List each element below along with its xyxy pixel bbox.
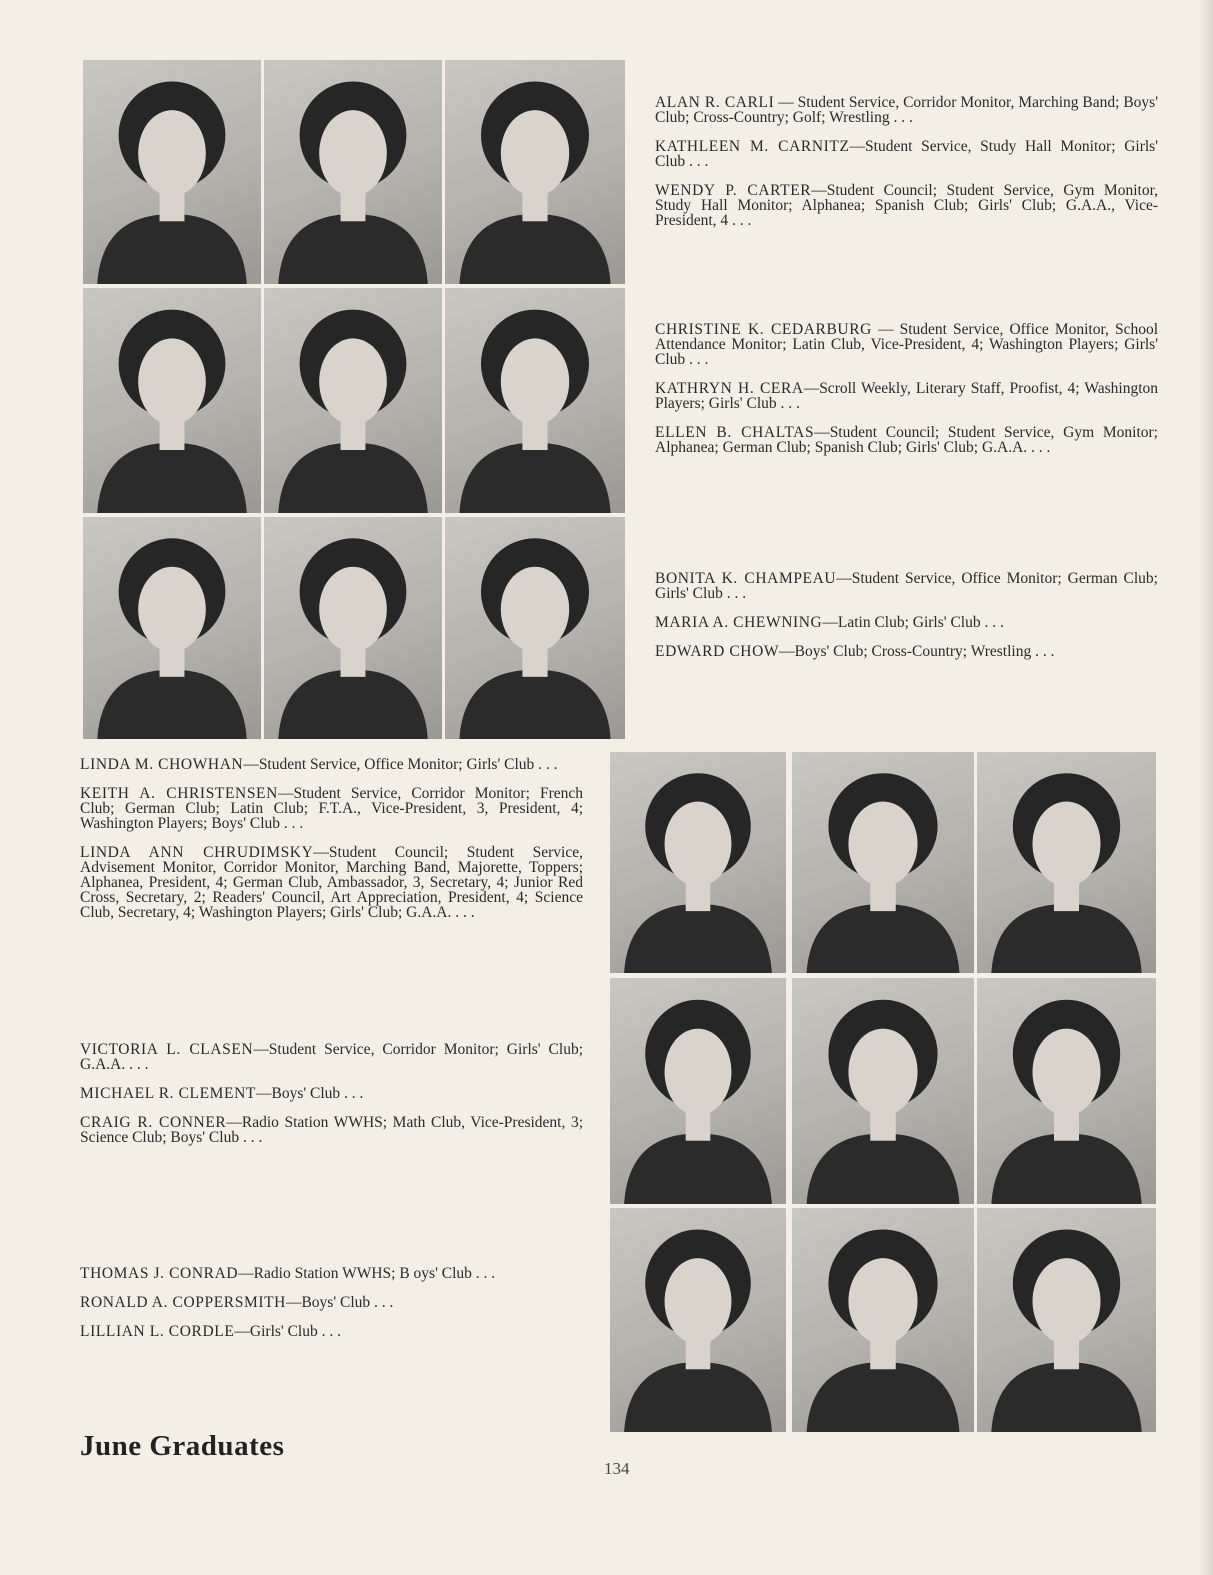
name-separator: — — [836, 570, 852, 587]
portrait-silhouette — [977, 978, 1156, 1204]
face — [319, 110, 387, 196]
shoulders — [991, 1133, 1141, 1204]
name-separator: — — [313, 844, 329, 861]
senior-entry — [80, 757, 583, 772]
activities-text: Radio Station WWHS; Math Club, Vice-President, 3; Science Club; Boys' Club . . . — [80, 1114, 584, 1146]
student-name: ELLEN B. CHALTAS — [655, 424, 815, 441]
senior-entry — [80, 1266, 583, 1281]
senior-entry — [655, 322, 1158, 367]
activities-text: Student Service, Corridor Monitor; French Club; German Club; Latin Club; F.T.A., Vice-President, 3, President, 4; Washington Players; Boys' Club . . . — [80, 785, 584, 832]
portrait-silhouette — [792, 1208, 974, 1432]
shoulders — [97, 443, 247, 513]
portrait-silhouette — [610, 1208, 786, 1432]
shoulders — [624, 904, 772, 973]
activities-text: Student Service, Study Hall Monitor; Girls' Club . . . — [655, 138, 1159, 170]
senior-entry — [80, 845, 583, 920]
name-separator: — — [822, 614, 838, 631]
name-separator: — — [871, 321, 900, 338]
face — [138, 110, 206, 196]
page-edge-shadow — [1199, 0, 1213, 1575]
senior-entry — [655, 183, 1158, 228]
caption-group-6 — [80, 1266, 583, 1353]
portrait-christine-cedarburg — [83, 288, 261, 513]
portrait-silhouette — [977, 752, 1156, 973]
portrait-edward-chow — [445, 517, 625, 739]
portrait-thomas-conrad — [610, 1208, 786, 1432]
name-separator: — — [849, 138, 866, 155]
portrait-silhouette — [792, 978, 974, 1204]
senior-entry — [80, 1324, 583, 1339]
portrait-silhouette — [792, 752, 974, 973]
portrait-silhouette — [83, 60, 261, 284]
senior-entry — [80, 1042, 583, 1072]
shoulders — [97, 214, 247, 284]
portrait-alan-carli — [83, 60, 261, 284]
activities-text: Latin Club; Girls' Club . . . — [837, 614, 1004, 631]
senior-entry — [655, 425, 1158, 455]
face — [501, 567, 569, 652]
senior-entry — [80, 786, 583, 831]
portrait-michael-clement — [792, 978, 974, 1204]
shoulders — [459, 214, 610, 284]
name-separator: — — [814, 424, 830, 441]
activities-text: Student Service, Office Monitor, School Attendance Monitor; Latin Club, Vice-President, 4; Washington Players; Girls' Club . . . — [655, 321, 1159, 368]
name-separator: — — [803, 380, 820, 397]
activities-text: Radio Station WWHS; B oys' Club . . . — [253, 1265, 496, 1282]
activities-text: Student Service, Office Monitor; German Club; Girls' Club . . . — [655, 570, 1158, 602]
portrait-silhouette — [977, 1208, 1156, 1432]
senior-entry — [655, 644, 1158, 659]
activities-text: Student Service, Corridor Monitor, Marching Band; Boys' Club; Cross-Country; Golf; Wrestling . . . — [655, 94, 1158, 126]
face — [665, 1029, 732, 1116]
face — [665, 802, 732, 887]
face — [1032, 802, 1100, 887]
portrait-silhouette — [264, 60, 442, 284]
caption-group-1 — [655, 95, 1158, 242]
name-separator: — — [253, 1041, 269, 1058]
portrait-victoria-clasen — [610, 978, 786, 1204]
student-name: ALAN R. CARLI — [655, 94, 775, 111]
student-name: BONITA K. CHAMPEAU — [655, 570, 837, 587]
face — [138, 567, 206, 652]
page-number: 134 — [604, 1459, 630, 1478]
caption-group-5 — [80, 1042, 583, 1159]
student-name: EDWARD CHOW — [655, 643, 780, 660]
senior-entry — [655, 381, 1158, 411]
portrait-silhouette — [264, 517, 442, 739]
name-separator: — — [779, 643, 795, 660]
portrait-bonita-champeau — [83, 517, 261, 739]
activities-text: Girls' Club . . . — [249, 1323, 341, 1340]
portrait-silhouette — [83, 288, 261, 513]
activities-text: Boys' Club . . . — [301, 1294, 394, 1311]
shoulders — [807, 904, 960, 973]
shoulders — [459, 670, 610, 739]
senior-entry — [655, 95, 1158, 125]
activities-text: Student Council; Student Service, Gym Monitor, Study Hall Monitor; Alphanea; Spanish Club; Girls' Club; G.A.A., Vice-President, 4 . . . — [655, 182, 1158, 229]
shoulders — [278, 214, 428, 284]
name-separator: — — [774, 94, 798, 111]
portrait-kathleen-carnitz — [264, 60, 442, 284]
senior-entry — [80, 1295, 583, 1310]
portrait-silhouette — [610, 978, 786, 1204]
shoulders — [624, 1133, 772, 1204]
shoulders — [624, 1362, 772, 1432]
activities-text: Boys' Club . . . — [271, 1085, 364, 1102]
portrait-kathryn-cera — [264, 288, 442, 513]
shoulders — [278, 670, 428, 739]
activities-text: Boys' Club; Cross-Country; Wrestling . . . — [794, 643, 1055, 660]
name-separator: — — [255, 1085, 272, 1102]
face — [319, 338, 387, 424]
shoulders — [97, 670, 247, 739]
student-name: LINDA ANN CHRUDIMSKY — [80, 844, 314, 861]
activities-text: Student Service, Office Monitor; Girls' Club . . . — [258, 756, 558, 773]
portrait-maria-chewning — [264, 517, 442, 739]
senior-entry — [655, 571, 1158, 601]
shoulders — [278, 443, 428, 513]
activities-text: Student Council; Student Service, Advisement Monitor, Corridor Monitor, Marching Band, Majorette, Toppers; Alphanea, President, 4; German Club, Ambassador, 3, Secretary, 4; Junior Red Cross, Secretary, 2; Readers' Council, Art Appreciation, President, 4; Science Club, Secretary, 4; Washington Players; Girls' Club; G.A.A. . . . — [80, 844, 583, 921]
portrait-silhouette — [445, 60, 625, 284]
student-name: MICHAEL R. CLEMENT — [80, 1085, 256, 1102]
shoulders — [991, 1362, 1141, 1432]
shoulders — [991, 904, 1141, 973]
student-name: CRAIG R. CONNER — [80, 1114, 227, 1131]
portrait-silhouette — [264, 288, 442, 513]
name-separator: — — [811, 182, 827, 199]
shoulders — [807, 1362, 960, 1432]
student-name: MARIA A. CHEWNING — [655, 614, 823, 631]
portrait-craig-conner — [977, 978, 1156, 1204]
senior-entry — [80, 1115, 583, 1145]
portrait-silhouette — [610, 752, 786, 973]
name-separator: — — [285, 1294, 302, 1311]
student-name: WENDY P. CARTER — [655, 182, 812, 199]
portrait-linda-chrudimsky — [977, 752, 1156, 973]
face — [501, 338, 569, 424]
student-name: KEITH A. CHRISTENSEN — [80, 785, 278, 802]
face — [1032, 1029, 1100, 1116]
face — [848, 1258, 917, 1344]
face — [665, 1258, 732, 1344]
name-separator: — — [226, 1114, 242, 1131]
portrait-keith-christensen — [792, 752, 974, 973]
portrait-silhouette — [83, 517, 261, 739]
student-name: VICTORIA L. CLASEN — [80, 1041, 254, 1058]
face — [319, 567, 387, 652]
student-name: CHRISTINE K. CEDARBURG — [655, 321, 872, 338]
senior-entry — [655, 139, 1158, 169]
senior-entry — [655, 615, 1158, 630]
activities-text: Student Council; Student Service, Gym Monitor; Alphanea; German Club; Spanish Club; Girls' Club; G.A.A. . . . — [655, 424, 1158, 456]
face — [848, 1029, 917, 1116]
portrait-silhouette — [445, 288, 625, 513]
student-name: KATHRYN H. CERA — [655, 380, 804, 397]
name-separator: — — [243, 756, 259, 773]
portrait-ronald-coppersmith — [792, 1208, 974, 1432]
name-separator: — — [234, 1323, 250, 1340]
student-name: LILLIAN L. CORDLE — [80, 1323, 235, 1340]
shoulders — [459, 443, 610, 513]
caption-group-4 — [80, 757, 583, 934]
page-title: June Graduates — [80, 1430, 285, 1462]
senior-entry — [80, 1086, 583, 1101]
portrait-linda-chowhan — [610, 752, 786, 973]
student-name: LINDA M. CHOWHAN — [80, 756, 244, 773]
portrait-lillian-cordle — [977, 1208, 1156, 1432]
portrait-wendy-carter — [445, 60, 625, 284]
caption-group-3 — [655, 571, 1158, 673]
activities-text: Student Service, Corridor Monitor; Girls' Club; G.A.A. . . . — [80, 1041, 584, 1073]
portrait-ellen-chaltas — [445, 288, 625, 513]
caption-group-2 — [655, 322, 1158, 469]
face — [1032, 1258, 1100, 1344]
portrait-silhouette — [445, 517, 625, 739]
student-name: THOMAS J. CONRAD — [80, 1265, 239, 1282]
shoulders — [807, 1133, 960, 1204]
face — [138, 338, 206, 424]
student-name: RONALD A. COPPERSMITH — [80, 1294, 286, 1311]
face — [848, 802, 917, 887]
student-name: KATHLEEN M. CARNITZ — [655, 138, 850, 155]
activities-text: Scroll Weekly, Literary Staff, Proofist, 4; Washington Players; Girls' Club . . . — [655, 380, 1159, 412]
name-separator: — — [238, 1265, 254, 1282]
name-separator: — — [277, 785, 294, 802]
face — [501, 110, 569, 196]
